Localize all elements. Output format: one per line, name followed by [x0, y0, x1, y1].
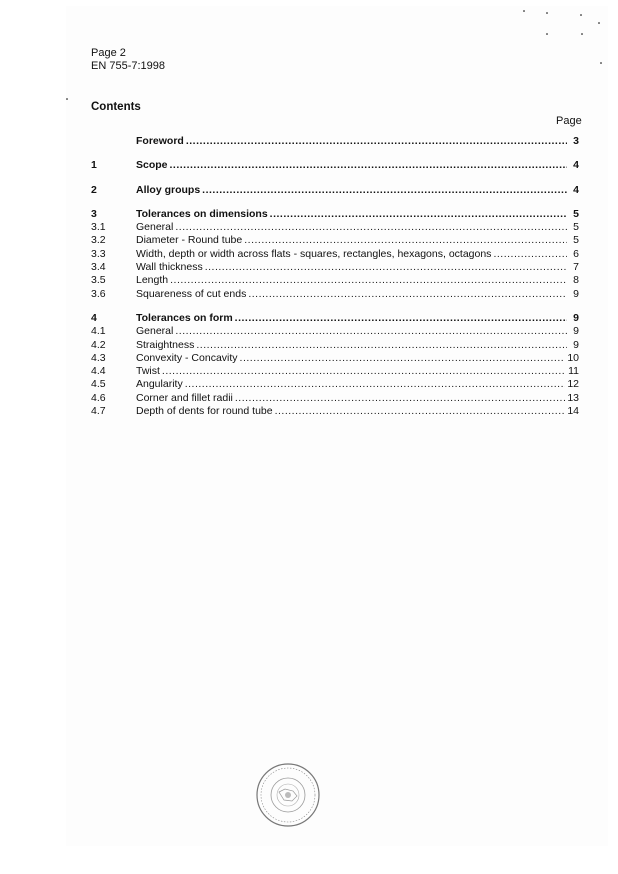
toc-row[interactable]	[91, 352, 579, 365]
toc-row[interactable]	[91, 208, 579, 221]
toc-page-number: 5	[573, 207, 579, 220]
toc-page-number: 3	[573, 135, 579, 147]
toc-leader-dots	[235, 312, 567, 325]
toc-row[interactable]	[91, 365, 579, 378]
toc-title: Tolerances on form	[136, 311, 233, 324]
toc-leader-dots	[235, 392, 565, 405]
toc-leader-dots	[162, 365, 566, 378]
toc-row[interactable]	[91, 248, 579, 261]
toc-title: Squareness of cut ends	[136, 287, 247, 300]
toc-title: General	[136, 221, 174, 234]
toc-number: 3.3	[91, 247, 106, 260]
toc-page-number: 12	[567, 378, 579, 391]
toc-leader-dots	[248, 288, 567, 301]
toc-title: Width, depth or width across flats - squares, rectangles, hexagons, octagons	[136, 247, 492, 260]
toc-number: 4.5	[91, 378, 106, 391]
toc-number: 1	[91, 159, 97, 172]
toc-spacer	[91, 197, 579, 208]
toc-spacer	[91, 148, 579, 159]
toc-title: Straightness	[136, 338, 195, 351]
toc-row[interactable]	[91, 312, 579, 325]
toc-title: Length	[136, 274, 169, 287]
toc-title: Foreword	[136, 135, 184, 147]
toc-number: 4.4	[91, 365, 106, 378]
toc-page-number: 7	[573, 261, 579, 274]
toc-number: 4.7	[91, 405, 106, 418]
toc-page-number: 4	[573, 183, 579, 196]
toc-leader-dots	[175, 325, 567, 338]
toc-number: 3.5	[91, 274, 106, 287]
toc-leader-dots	[185, 378, 566, 391]
toc-number: 4.6	[91, 391, 106, 404]
toc-leader-dots	[186, 135, 567, 148]
toc-title: Corner and fillet radii	[136, 391, 233, 404]
toc-leader-dots	[244, 234, 567, 247]
toc-leader-dots	[170, 159, 567, 172]
toc-leader-dots	[170, 274, 567, 287]
toc-page-number: 5	[573, 221, 579, 234]
toc-title: Diameter - Round tube	[136, 234, 243, 247]
toc-number: 3.6	[91, 287, 106, 300]
toc-title: General	[136, 325, 174, 338]
toc-row[interactable]	[91, 405, 579, 418]
toc-page-number: 9	[573, 287, 579, 300]
toc-page-number: 9	[573, 325, 579, 338]
toc-page-number: 11	[568, 365, 579, 378]
toc-leader-dots	[240, 352, 566, 365]
toc-page-number: 6	[573, 247, 579, 260]
toc-title: Twist	[136, 365, 160, 378]
toc-number: 4.3	[91, 351, 106, 364]
toc-row[interactable]	[91, 288, 579, 301]
toc-number: 2	[91, 183, 97, 196]
toc-row[interactable]	[91, 392, 579, 405]
toc-row[interactable]	[91, 339, 579, 352]
toc-leader-dots	[275, 405, 566, 418]
toc-number: 4	[91, 311, 97, 324]
toc-row[interactable]	[91, 234, 579, 247]
toc-leader-dots	[205, 261, 567, 274]
toc-spacer	[91, 173, 579, 184]
toc-title: Angularity	[136, 378, 183, 391]
toc-page-number: 13	[567, 391, 579, 404]
toc-leader-dots	[493, 248, 567, 261]
toc-row[interactable]	[91, 378, 579, 391]
toc-row[interactable]	[91, 159, 579, 172]
contents-heading: Contents	[91, 101, 141, 113]
toc-page-number: 8	[573, 274, 579, 287]
toc-title: Depth of dents for round tube	[136, 405, 273, 418]
toc-row[interactable]	[91, 135, 579, 148]
toc-leader-dots	[175, 221, 567, 234]
toc-number: 4.1	[91, 325, 106, 338]
seal-stamp	[255, 762, 321, 828]
table-of-contents	[91, 135, 579, 418]
toc-row[interactable]	[91, 274, 579, 287]
toc-number: 4.2	[91, 338, 106, 351]
toc-title: Convexity - Concavity	[136, 351, 238, 364]
toc-number: 3	[91, 207, 97, 220]
toc-page-number: 10	[567, 351, 579, 364]
toc-page-number: 9	[573, 338, 579, 351]
document-page	[66, 6, 608, 846]
page-column-label: Page	[556, 115, 582, 127]
page-number: Page 2	[91, 47, 126, 59]
page-header	[91, 47, 165, 73]
toc-leader-dots	[202, 184, 567, 197]
toc-number: 3.1	[91, 221, 106, 234]
toc-leader-dots	[196, 339, 567, 352]
toc-title: Scope	[136, 159, 168, 172]
toc-number: 3.2	[91, 234, 106, 247]
toc-page-number: 14	[567, 405, 579, 418]
toc-title: Wall thickness	[136, 261, 203, 274]
toc-row[interactable]	[91, 221, 579, 234]
toc-spacer	[91, 301, 579, 312]
toc-row[interactable]	[91, 325, 579, 338]
toc-page-number: 9	[573, 311, 579, 324]
toc-page-number: 5	[573, 234, 579, 247]
toc-page-number: 4	[573, 159, 579, 172]
toc-row[interactable]	[91, 261, 579, 274]
toc-title: Alloy groups	[136, 183, 201, 196]
document-id: EN 755-7:1998	[91, 60, 165, 72]
toc-row[interactable]	[91, 184, 579, 197]
toc-title: Tolerances on dimensions	[136, 207, 268, 220]
toc-leader-dots	[270, 208, 567, 221]
toc-number: 3.4	[91, 261, 106, 274]
